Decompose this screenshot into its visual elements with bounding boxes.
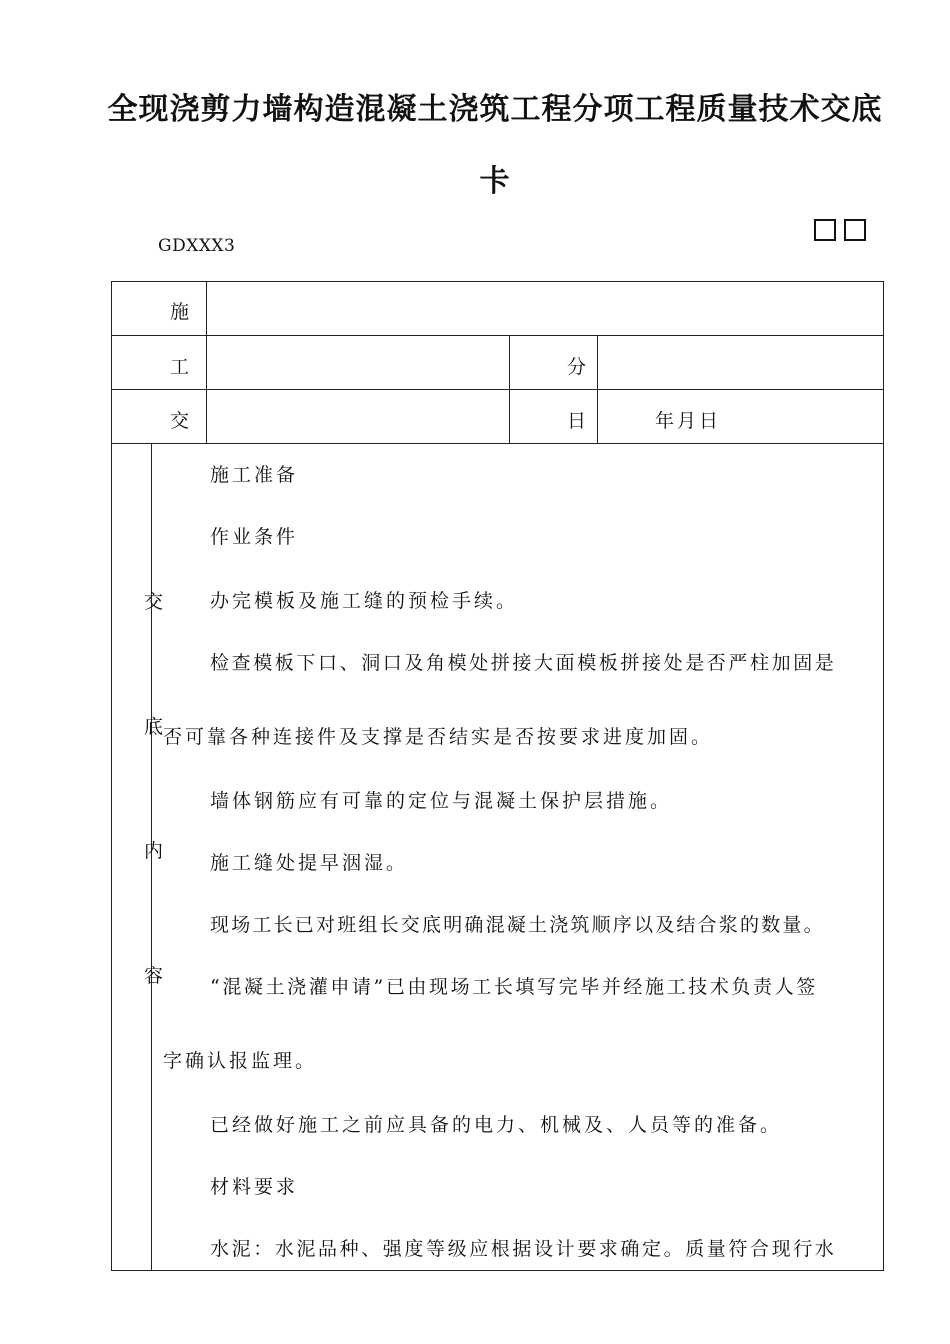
table-border-bottom	[111, 1270, 884, 1271]
side-label: 底	[144, 716, 164, 738]
section-heading: 施工准备	[210, 464, 299, 486]
content-paragraph: 否可靠各种连接件及支撑是否结实是否按要求进度加固。	[163, 726, 714, 748]
content-paragraph: 现场工长已对班组长交底明确混凝土浇筑顺序以及结合浆的数量。	[210, 914, 825, 936]
row3-label: 交	[170, 410, 190, 432]
row1-label: 施	[170, 301, 190, 323]
side-label: 内	[144, 840, 164, 862]
table-col-divider	[509, 335, 510, 444]
date-field: 年月日	[655, 410, 722, 432]
content-paragraph: 施工缝处提早洇湿。	[210, 852, 409, 874]
table-border-right	[883, 281, 884, 1271]
row2-label: 工	[170, 356, 190, 378]
checkbox-group	[814, 219, 866, 241]
checkbox-square-2[interactable]	[844, 219, 866, 241]
table-border-top	[111, 281, 884, 282]
document-code: GDXXX3	[158, 236, 236, 256]
table-rule	[111, 443, 884, 444]
content-paragraph: 办完模板及施工缝的预检手续。	[210, 590, 519, 612]
content-paragraph: “混凝土浇灌申请”已由现场工长填写完毕并经施工技术负责人签	[210, 976, 818, 998]
document-title-line1: 全现浇剪力墙构造混凝土浇筑工程分项工程质量技术交底	[107, 92, 883, 127]
document-title-line2: 卡	[479, 164, 511, 199]
row3-mid-label: 日	[567, 410, 587, 432]
content-paragraph: 墙体钢筋应有可靠的定位与混凝土保护层措施。	[210, 790, 673, 812]
table-col-divider	[597, 335, 598, 444]
side-label: 容	[144, 965, 164, 987]
content-paragraph: 检查模板下口、洞口及角模处拼接大面模板拼接处是否严柱加固是	[210, 652, 837, 674]
table-col-divider	[206, 281, 207, 444]
content-paragraph: 字确认报监理。	[163, 1050, 318, 1072]
subsection-heading: 材料要求	[210, 1176, 299, 1198]
content-paragraph: 水泥：水泥品种、强度等级应根据设计要求确定。质量符合现行水	[210, 1238, 837, 1260]
side-label: 交	[144, 591, 164, 613]
subsection-heading: 作业条件	[210, 526, 299, 548]
table-border-left	[111, 281, 112, 1271]
row2-mid-label: 分	[567, 356, 587, 378]
table-rule	[111, 335, 884, 336]
content-paragraph: 已经做好施工之前应具备的电力、机械及、人员等的准备。	[210, 1114, 783, 1136]
table-rule	[111, 389, 884, 390]
checkbox-square-1[interactable]	[814, 219, 836, 241]
